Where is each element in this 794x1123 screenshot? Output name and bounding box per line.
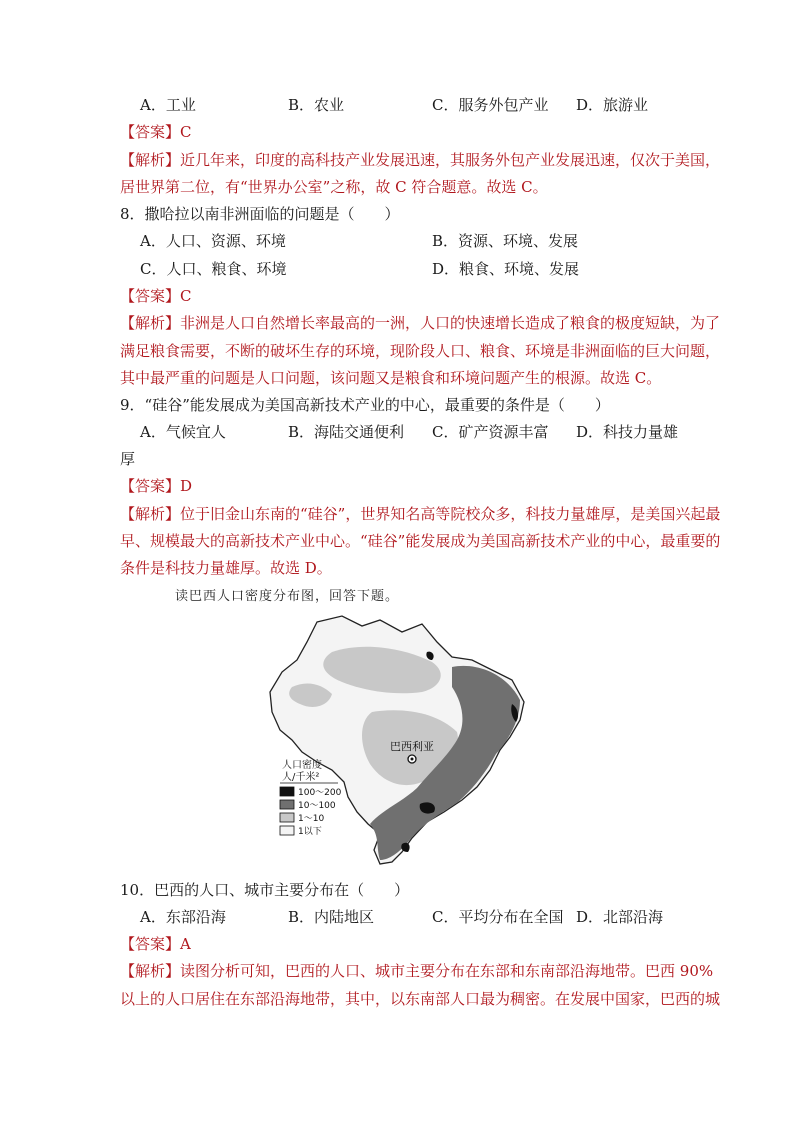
legend-label-below-1: 1以下 (298, 827, 322, 837)
q8-option-c: C．人口、粮食、环境 (140, 260, 287, 278)
q9-option-wrap: 厚 (120, 450, 136, 468)
q7-answer (120, 121, 192, 143)
analysis-tag: 【解析】 (120, 151, 181, 169)
q8-analysis-line-2: 满足粮食需要，不断的破坏生存的环境，现阶段人口、粮食、环境是非洲面临的巨大问题， (120, 342, 721, 360)
q8-option-d: D．粮食、环境、发展 (432, 260, 580, 278)
legend-label-1-10: 1～10 (298, 814, 325, 824)
analysis-tag: 【解析】 (120, 962, 181, 980)
analysis-text: 非洲是人口自然增长率最高的一洲，人口的快速增长造成了粮食的极度短缺，为了 (180, 314, 721, 332)
analysis-text: 读图分析可知，巴西的人口、城市主要分布在东部和东南部沿海地带。巴西 90% (180, 962, 714, 980)
q9-analysis-line-1 (120, 503, 720, 525)
analysis-text: 近几年来，印度的高科技产业发展迅速，其服务外包产业发展迅速，仅次于美国， (180, 151, 721, 169)
answer-tag: 【答案】 (120, 123, 181, 141)
q10-analysis-line-2: 以上的人口居住在东部沿海地带，其中，以东南部人口最为稠密。在发展中国家，巴西的城 (120, 990, 721, 1008)
q8-analysis-line-3: 其中最严重的问题是人口问题，该问题又是粮食和环境问题产生的根源。故选 C。 (120, 369, 662, 387)
q9-analysis-line-3: 条件是科技力量雄厚。故选 D。 (120, 559, 332, 577)
legend-swatch-100-200 (280, 787, 294, 796)
legend-unit: 人/千米² (282, 772, 320, 783)
legend-swatch-1-10 (280, 813, 294, 822)
q10-analysis-line-1 (120, 960, 713, 982)
q10-option-d: D．北部沿海 (576, 908, 664, 926)
capital-label: 巴西利亚 (390, 740, 434, 753)
q7-analysis-line-2: 居世界第二位，有“世界办公室”之称，故 C 符合题意。故选 C。 (120, 178, 548, 196)
q9-analysis-line-2: 早、规模最大的高新技术产业中心。“硅谷”能发展成为美国高新技术产业的中心，最重要的 (120, 532, 721, 550)
q9-answer (120, 475, 192, 497)
answer-value: A (180, 935, 191, 953)
legend-swatch-10-100 (280, 800, 294, 809)
q9-option-c: C．矿产资源丰富 (432, 423, 549, 441)
q9-option-b: B．海陆交通便利 (288, 423, 405, 441)
answer-value: D (180, 477, 193, 495)
brazil-population-density-map (262, 612, 532, 874)
q7-option-b: B．农业 (288, 96, 345, 114)
q10-option-b: B．内陆地区 (288, 908, 375, 926)
q8-option-a: A．人口、资源、环境 (140, 232, 286, 250)
analysis-text: 位于旧金山东南的“硅谷”，世界知名高等院校众多，科技力量雄厚，是美国兴起最 (180, 505, 721, 523)
legend-label-10-100: 10～100 (298, 801, 336, 811)
q7-analysis-line-1 (120, 149, 720, 171)
q8-option-b: B．资源、环境、发展 (432, 232, 579, 250)
q7-option-c: C．服务外包产业 (432, 96, 549, 114)
answer-value: C (180, 123, 192, 141)
q10-answer (120, 933, 191, 955)
q10-option-c: C．平均分布在全国 (432, 908, 564, 926)
q9-option-a: A．气候宜人 (140, 423, 226, 441)
q10-option-a: A．东部沿海 (140, 908, 226, 926)
legend-label-100-200: 100～200 (298, 788, 342, 798)
legend-swatch-below-1 (280, 826, 294, 835)
q9-option-d: D．科技力量雄 (576, 423, 679, 441)
q8-analysis-line-1 (120, 312, 720, 334)
q8-question: 8．撒哈拉以南非洲面临的问题是（ ） (120, 205, 400, 223)
q7-option-a: A．工业 (140, 96, 196, 114)
analysis-tag: 【解析】 (120, 314, 181, 332)
answer-tag: 【答案】 (120, 477, 181, 495)
legend-title: 人口密度 (282, 760, 322, 771)
answer-value: C (180, 287, 192, 305)
q10-question: 10．巴西的人口、城市主要分布在（ ） (120, 881, 410, 899)
answer-tag: 【答案】 (120, 935, 181, 953)
q8-answer (120, 285, 192, 307)
q9-question: 9．“硅谷”能发展成为美国高新技术产业的中心，最重要的条件是（ ） (120, 396, 610, 414)
q7-option-d: D．旅游业 (576, 96, 649, 114)
figure-caption: 读巴西人口密度分布图，回答下题。 (175, 589, 400, 604)
analysis-tag: 【解析】 (120, 505, 181, 523)
answer-tag: 【答案】 (120, 287, 181, 305)
